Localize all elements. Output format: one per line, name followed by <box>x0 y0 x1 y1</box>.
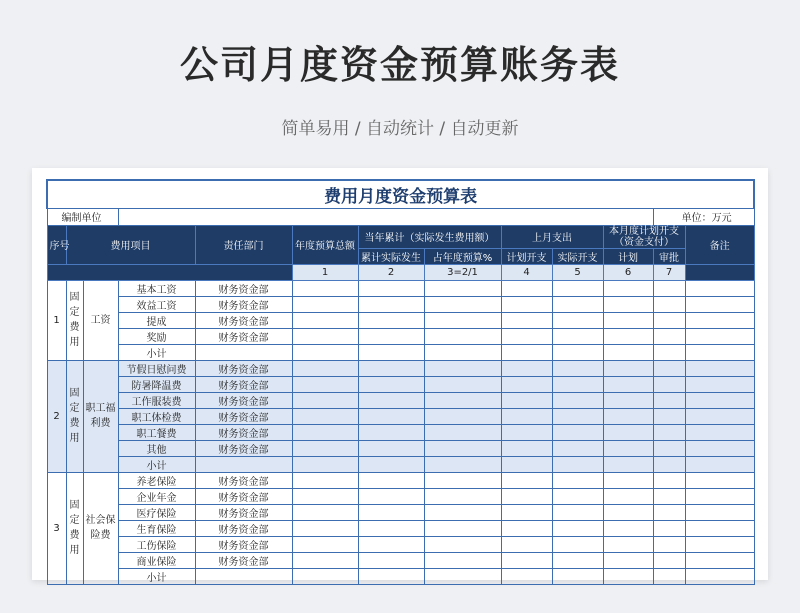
value-cell[interactable] <box>685 472 754 488</box>
value-cell[interactable] <box>653 568 685 584</box>
value-cell[interactable] <box>358 488 424 504</box>
value-cell[interactable] <box>685 312 754 328</box>
col-number: 7 <box>653 264 685 280</box>
table-row <box>47 440 754 456</box>
dept-cell[interactable] <box>195 568 292 584</box>
header-this-month: 本月度计划开支（资金支付） <box>603 225 685 248</box>
value-cell[interactable] <box>501 328 552 344</box>
seq-cell: 2 <box>47 360 66 472</box>
value-cell[interactable] <box>552 552 603 568</box>
value-cell[interactable] <box>501 472 552 488</box>
value-cell[interactable] <box>653 424 685 440</box>
org-value-cell[interactable] <box>118 208 653 225</box>
value-cell[interactable] <box>653 296 685 312</box>
value-cell[interactable] <box>358 504 424 520</box>
value-cell[interactable] <box>292 472 358 488</box>
value-cell[interactable] <box>358 280 424 296</box>
banner-subtitle: 简单易用 / 自动统计 / 自动更新 <box>281 119 519 139</box>
value-cell[interactable] <box>685 488 754 504</box>
dept-cell: 财务资金部 <box>195 360 292 376</box>
value-cell[interactable] <box>552 328 603 344</box>
dept-cell: 财务资金部 <box>195 440 292 456</box>
value-cell[interactable] <box>552 312 603 328</box>
value-cell[interactable] <box>424 312 501 328</box>
value-cell[interactable] <box>552 296 603 312</box>
value-cell[interactable] <box>358 328 424 344</box>
table-row <box>47 520 754 536</box>
budget-table <box>46 179 755 585</box>
seq-cell: 1 <box>47 280 66 360</box>
value-cell[interactable] <box>653 328 685 344</box>
value-cell[interactable] <box>501 408 552 424</box>
value-cell[interactable] <box>603 504 653 520</box>
item-name-cell: 企业年金 <box>118 488 195 504</box>
dept-cell: 财务资金部 <box>195 472 292 488</box>
value-cell[interactable] <box>603 520 653 536</box>
value-cell[interactable] <box>603 328 653 344</box>
value-cell[interactable] <box>685 568 754 584</box>
value-cell[interactable] <box>424 520 501 536</box>
value-cell[interactable] <box>424 440 501 456</box>
table-row <box>47 296 754 312</box>
table-row <box>47 472 754 488</box>
item-name-cell: 提成 <box>118 312 195 328</box>
item-name-cell: 工伤保险 <box>118 536 195 552</box>
table-row <box>47 456 754 472</box>
banner-title: 公司月度资金预算账务表 <box>179 43 620 87</box>
value-cell[interactable] <box>292 520 358 536</box>
value-cell[interactable] <box>501 376 552 392</box>
item-name-cell: 其他 <box>118 440 195 456</box>
col-number: 6 <box>603 264 653 280</box>
value-cell[interactable] <box>501 552 552 568</box>
value-cell[interactable] <box>552 392 603 408</box>
category-cell: 固定费用 <box>66 360 83 472</box>
dept-cell: 财务资金部 <box>195 328 292 344</box>
value-cell[interactable] <box>685 456 754 472</box>
value-cell[interactable] <box>603 488 653 504</box>
value-cell[interactable] <box>424 536 501 552</box>
value-cell[interactable] <box>685 328 754 344</box>
value-cell[interactable] <box>424 328 501 344</box>
item-name-cell: 防暑降温费 <box>118 376 195 392</box>
header-annual: 年度预算总额 <box>292 225 358 264</box>
dept-cell: 财务资金部 <box>195 424 292 440</box>
dept-cell: 财务资金部 <box>195 408 292 424</box>
value-cell[interactable] <box>552 280 603 296</box>
dept-cell: 财务资金部 <box>195 312 292 328</box>
value-cell[interactable] <box>424 408 501 424</box>
item-name-cell: 节假日慰问费 <box>118 360 195 376</box>
header-ytd-pct: 占年度预算% <box>424 248 501 264</box>
table-row <box>47 488 754 504</box>
subcategory-cell: 社会保险费 <box>83 472 118 584</box>
value-cell[interactable] <box>292 552 358 568</box>
value-cell[interactable] <box>358 552 424 568</box>
spreadsheet-preview <box>32 168 768 584</box>
org-label: 编制单位 <box>47 208 118 225</box>
value-cell[interactable] <box>603 360 653 376</box>
value-cell[interactable] <box>358 408 424 424</box>
value-cell[interactable] <box>653 408 685 424</box>
sheet-title: 费用月度资金预算表 <box>47 180 754 208</box>
dept-cell[interactable] <box>195 456 292 472</box>
value-cell[interactable] <box>424 392 501 408</box>
value-cell[interactable] <box>292 440 358 456</box>
col-number: 2 <box>358 264 424 280</box>
value-cell[interactable] <box>552 344 603 360</box>
value-cell[interactable] <box>653 504 685 520</box>
value-cell[interactable] <box>424 456 501 472</box>
value-cell[interactable] <box>552 360 603 376</box>
value-cell[interactable] <box>653 376 685 392</box>
value-cell[interactable] <box>552 424 603 440</box>
item-name-cell: 基本工资 <box>118 280 195 296</box>
header-lm-plan: 计划开支 <box>501 248 552 264</box>
value-cell[interactable] <box>358 568 424 584</box>
col-number: 3=2/1 <box>424 264 501 280</box>
item-name-cell: 效益工资 <box>118 296 195 312</box>
value-cell[interactable] <box>292 296 358 312</box>
value-cell[interactable] <box>653 536 685 552</box>
value-cell[interactable] <box>685 536 754 552</box>
value-cell[interactable] <box>424 424 501 440</box>
col-number: 4 <box>501 264 552 280</box>
value-cell[interactable] <box>685 440 754 456</box>
value-cell[interactable] <box>603 568 653 584</box>
seq-cell: 3 <box>47 472 66 584</box>
value-cell[interactable] <box>685 520 754 536</box>
value-cell[interactable] <box>424 472 501 488</box>
dept-cell: 财务资金部 <box>195 280 292 296</box>
value-cell[interactable] <box>653 440 685 456</box>
value-cell[interactable] <box>292 456 358 472</box>
subtotal-label: 小计 <box>118 344 195 360</box>
item-name-cell: 医疗保险 <box>118 504 195 520</box>
value-cell[interactable] <box>603 280 653 296</box>
value-cell[interactable] <box>292 328 358 344</box>
value-cell[interactable] <box>501 440 552 456</box>
value-cell[interactable] <box>292 408 358 424</box>
value-cell[interactable] <box>358 360 424 376</box>
value-cell[interactable] <box>603 440 653 456</box>
value-cell[interactable] <box>552 536 603 552</box>
value-cell[interactable] <box>501 488 552 504</box>
value-cell[interactable] <box>603 552 653 568</box>
col-number-blank <box>47 264 292 280</box>
item-name-cell: 养老保险 <box>118 472 195 488</box>
value-cell[interactable] <box>603 392 653 408</box>
value-cell[interactable] <box>292 360 358 376</box>
value-cell[interactable] <box>603 424 653 440</box>
value-cell[interactable] <box>552 568 603 584</box>
value-cell[interactable] <box>501 296 552 312</box>
value-cell[interactable] <box>292 376 358 392</box>
value-cell[interactable] <box>501 344 552 360</box>
value-cell[interactable] <box>653 472 685 488</box>
table-row <box>47 536 754 552</box>
dept-cell: 财务资金部 <box>195 520 292 536</box>
col-number: 5 <box>552 264 603 280</box>
item-name-cell: 职工体检费 <box>118 408 195 424</box>
subcategory-cell: 职工福利费 <box>83 360 118 472</box>
value-cell[interactable] <box>424 552 501 568</box>
value-cell[interactable] <box>653 312 685 328</box>
value-cell[interactable] <box>358 440 424 456</box>
value-cell[interactable] <box>501 360 552 376</box>
value-cell[interactable] <box>685 424 754 440</box>
value-cell[interactable] <box>501 520 552 536</box>
value-cell[interactable] <box>653 552 685 568</box>
value-cell[interactable] <box>292 344 358 360</box>
value-cell[interactable] <box>552 408 603 424</box>
value-cell[interactable] <box>552 376 603 392</box>
value-cell[interactable] <box>603 296 653 312</box>
value-cell[interactable] <box>685 552 754 568</box>
value-cell[interactable] <box>685 280 754 296</box>
value-cell[interactable] <box>685 408 754 424</box>
header-ytd-actual: 累计实际发生 <box>358 248 424 264</box>
table-row <box>47 312 754 328</box>
category-cell: 固定费用 <box>66 472 83 584</box>
dept-cell: 财务资金部 <box>195 536 292 552</box>
value-cell[interactable] <box>358 424 424 440</box>
value-cell[interactable] <box>603 408 653 424</box>
value-cell[interactable] <box>653 360 685 376</box>
table-row <box>47 424 754 440</box>
value-cell[interactable] <box>358 312 424 328</box>
dept-cell: 财务资金部 <box>195 504 292 520</box>
value-cell[interactable] <box>358 472 424 488</box>
table-row <box>47 568 754 584</box>
subcategory-cell: 工资 <box>83 280 118 360</box>
value-cell[interactable] <box>424 504 501 520</box>
value-cell[interactable] <box>685 376 754 392</box>
value-cell[interactable] <box>653 280 685 296</box>
dept-cell: 财务资金部 <box>195 376 292 392</box>
value-cell[interactable] <box>501 536 552 552</box>
value-cell[interactable] <box>424 376 501 392</box>
value-cell[interactable] <box>424 296 501 312</box>
value-cell[interactable] <box>603 344 653 360</box>
value-cell[interactable] <box>603 456 653 472</box>
value-cell[interactable] <box>424 280 501 296</box>
dept-cell: 财务资金部 <box>195 392 292 408</box>
value-cell[interactable] <box>501 456 552 472</box>
value-cell[interactable] <box>685 360 754 376</box>
value-cell[interactable] <box>292 488 358 504</box>
value-cell[interactable] <box>424 360 501 376</box>
header-lm-actual: 实际开支 <box>552 248 603 264</box>
table-row <box>47 360 754 376</box>
header-last-month: 上月支出 <box>501 225 603 248</box>
value-cell[interactable] <box>603 312 653 328</box>
value-cell[interactable] <box>552 440 603 456</box>
table-row <box>47 344 754 360</box>
value-cell[interactable] <box>552 472 603 488</box>
header-tm-approve: 审批 <box>653 248 685 264</box>
header-remark: 备注 <box>685 225 754 264</box>
value-cell[interactable] <box>653 344 685 360</box>
value-cell[interactable] <box>424 344 501 360</box>
value-cell[interactable] <box>292 504 358 520</box>
table-row <box>47 280 754 296</box>
item-name-cell: 工作服装费 <box>118 392 195 408</box>
dept-cell: 财务资金部 <box>195 296 292 312</box>
value-cell[interactable] <box>653 520 685 536</box>
value-cell[interactable] <box>653 456 685 472</box>
header-item: 费用项目 <box>66 225 195 264</box>
value-cell[interactable] <box>685 344 754 360</box>
value-cell[interactable] <box>603 472 653 488</box>
value-cell[interactable] <box>292 312 358 328</box>
item-name-cell: 奖励 <box>118 328 195 344</box>
value-cell[interactable] <box>358 456 424 472</box>
header-dept: 责任部门 <box>195 225 292 264</box>
item-name-cell: 生育保险 <box>118 520 195 536</box>
value-cell[interactable] <box>501 504 552 520</box>
item-name-cell: 职工餐费 <box>118 424 195 440</box>
value-cell[interactable] <box>501 424 552 440</box>
table-row <box>47 408 754 424</box>
value-cell[interactable] <box>552 488 603 504</box>
value-cell[interactable] <box>603 536 653 552</box>
value-cell[interactable] <box>292 424 358 440</box>
header-seq: 序号 <box>47 225 66 264</box>
table-row <box>47 504 754 520</box>
value-cell[interactable] <box>358 296 424 312</box>
value-cell[interactable] <box>653 392 685 408</box>
subtotal-label: 小计 <box>118 568 195 584</box>
value-cell[interactable] <box>552 520 603 536</box>
value-cell[interactable] <box>292 536 358 552</box>
value-cell[interactable] <box>501 392 552 408</box>
header-ytd: 当年累计（实际发生费用额） <box>358 225 501 248</box>
table-row <box>47 376 754 392</box>
dept-cell[interactable] <box>195 344 292 360</box>
value-cell[interactable] <box>685 504 754 520</box>
value-cell[interactable] <box>292 280 358 296</box>
value-cell[interactable] <box>292 568 358 584</box>
table-row <box>47 552 754 568</box>
unit-label: 单位：万元 <box>653 208 754 225</box>
subtotal-label: 小计 <box>118 456 195 472</box>
value-cell[interactable] <box>501 280 552 296</box>
value-cell[interactable] <box>292 392 358 408</box>
item-name-cell: 商业保险 <box>118 552 195 568</box>
category-cell: 固定费用 <box>66 280 83 360</box>
value-cell[interactable] <box>501 312 552 328</box>
value-cell[interactable] <box>552 456 603 472</box>
value-cell[interactable] <box>685 296 754 312</box>
budget-sheet[interactable] <box>46 179 754 599</box>
value-cell[interactable] <box>552 504 603 520</box>
value-cell[interactable] <box>358 520 424 536</box>
value-cell[interactable] <box>358 392 424 408</box>
value-cell[interactable] <box>358 376 424 392</box>
table-row <box>47 392 754 408</box>
value-cell[interactable] <box>358 536 424 552</box>
table-row <box>47 328 754 344</box>
value-cell[interactable] <box>603 376 653 392</box>
value-cell[interactable] <box>358 344 424 360</box>
col-number: 1 <box>292 264 358 280</box>
col-number-remark <box>685 264 754 280</box>
dept-cell: 财务资金部 <box>195 488 292 504</box>
dept-cell: 财务资金部 <box>195 552 292 568</box>
value-cell[interactable] <box>653 488 685 504</box>
value-cell[interactable] <box>685 392 754 408</box>
header-tm-plan: 计划 <box>603 248 653 264</box>
value-cell[interactable] <box>424 568 501 584</box>
value-cell[interactable] <box>501 568 552 584</box>
value-cell[interactable] <box>424 488 501 504</box>
